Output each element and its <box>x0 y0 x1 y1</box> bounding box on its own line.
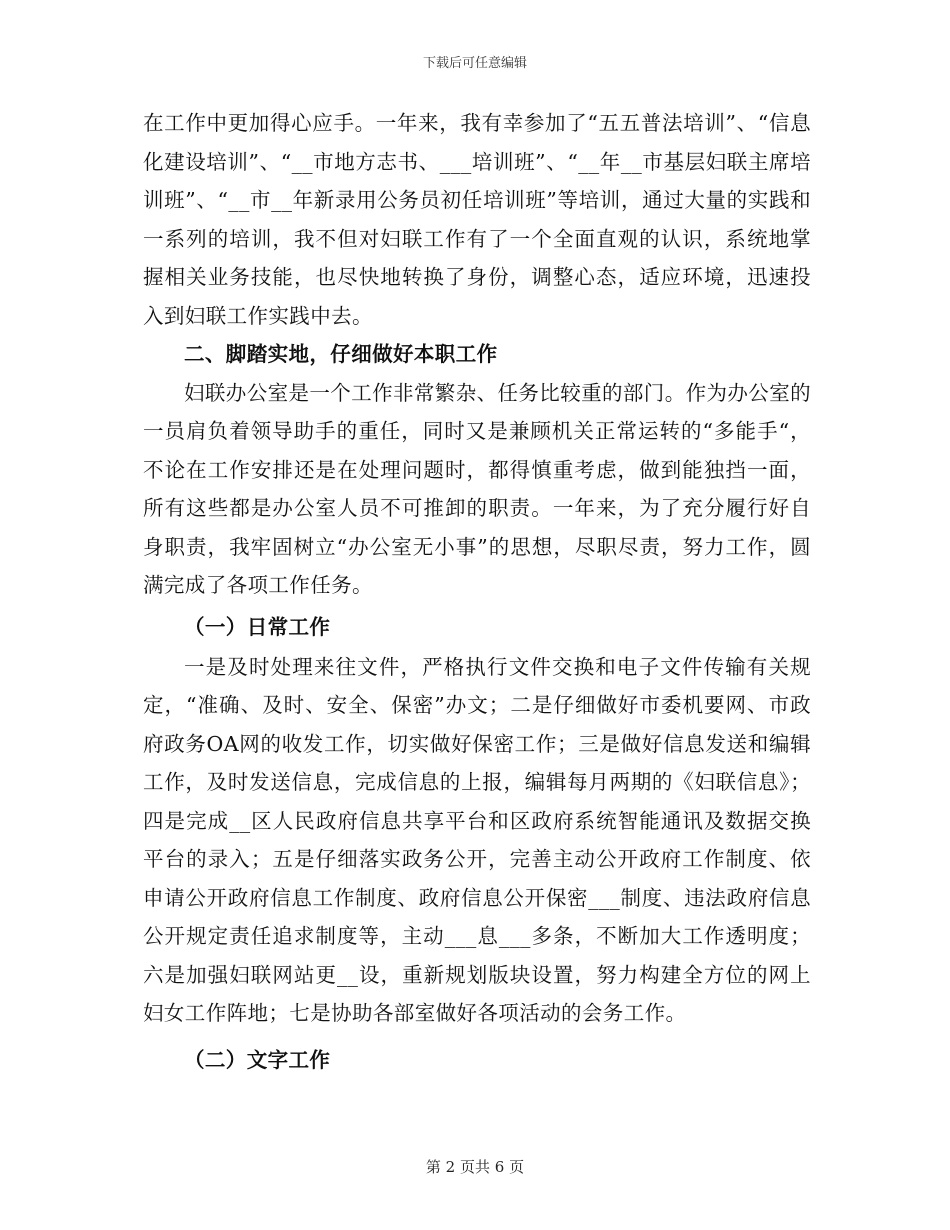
page-footer: 第 2 页共 6 页 <box>425 1158 525 1176</box>
paragraph-continuation: 在工作中更加得心应手。一年来，我有幸参加了“五五普法培训”、“信息化建设培训”、“__市地方志书、___培训班”、“__年__市基层妇联主席培训班”、“__市__年新录用公务员初任培训班”等培训，通过大量的实践和一系列的培训，我不但对妇联工作有了一个全面直观的认识，系统地掌握相关业务技能，也尽快地转换了身份，调整心态，适应环境，迅速投入到妇联工作实践中去。 <box>143 111 811 328</box>
paragraph-daily-work: 一是及时处理来往文件，严格执行文件交换和电子文件传输有关规定，“准确、及时、安全、保密”办文；二是仔细做好市委机要网、市政府政务OA网的收发工作，切实做好保密工作；三是做好信息发送和编辑工作，及时发送信息，完成信息的上报，编辑每月两期的《妇联信息》；四是完成__区人民政府信息共享平台和区政府系统智能通讯及数据交换平台的录入；五是仔细落实政务公开，完善主动公开政府工作制度、依申请公开政府信息工作制度、政府信息公开保密___制度、违法政府信息公开规定责任追求制度等，主动___息___多条，不断加大工作透明度；六是加强妇联网站更__设，重新规划版块设置，努力构建全方位的网上妇女工作阵地；七是协助各部室做好各项活动的会务工作。 <box>143 654 811 1025</box>
paragraph-office-duties: 妇联办公室是一个工作非常繁杂、任务比较重的部门。作为办公室的一员肩负着领导助手的重任，同时又是兼顾机关正常运转的“多能手“，不论在工作安排还是在处理问题时，都得慎重考虑，做到能独挡一面，所有这些都是办公室人员不可推卸的职责。一年来，为了充分履行好自身职责，我牢固树立“办公室无小事”的思想，尽职尽责，努力工作，圆满完成了各项工作任务。 <box>143 380 811 597</box>
document-body <box>143 104 811 1079</box>
subsection-heading-daily-work: （一）日常工作 <box>184 614 331 639</box>
section-heading: 二、脚踏实地，仔细做好本职工作 <box>184 342 498 366</box>
page-header: 下载后可任意编辑 <box>422 56 527 71</box>
subsection-heading-writing-work: （二）文字工作 <box>184 1047 331 1072</box>
